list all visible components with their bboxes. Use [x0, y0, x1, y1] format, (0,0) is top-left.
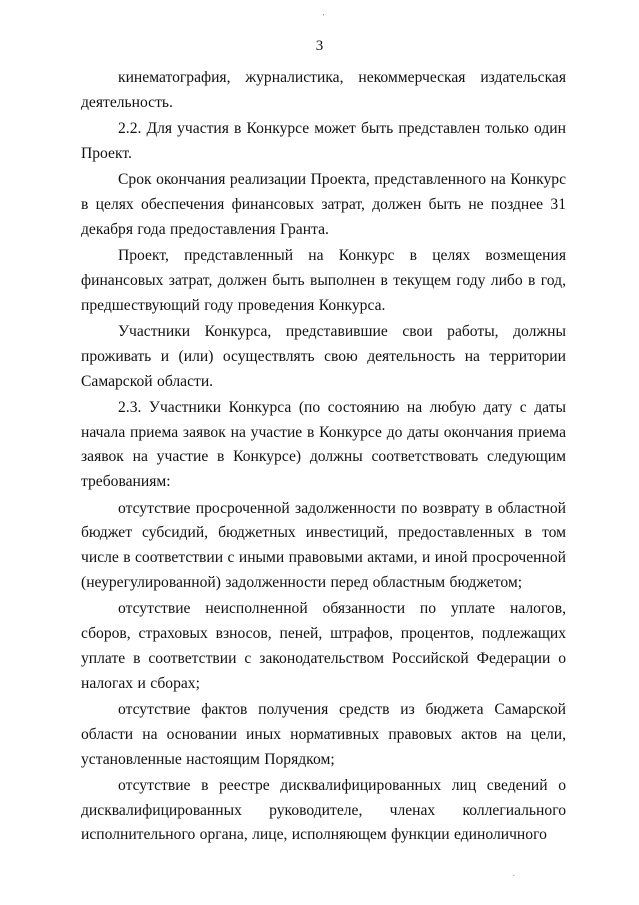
paragraph-project-execution: Проект, представленный на Конкурс в целях возмещения финансовых затрат, должен быть выполнен в текущем году либо в год, предшествующий году проведения Конкурса. — [81, 247, 566, 314]
document-body — [81, 66, 566, 850]
page-number: 3 — [315, 38, 324, 54]
paragraph-project-deadline: Срок окончания реализации Проекта, представленного на Конкурс в целях обеспечения финансовых затрат, должен быть не позднее 31 декабря года предоставления Гранта. — [81, 171, 566, 238]
paragraph-continuation: кинематография, журналистика, некоммерческая издательская деятельность. — [81, 69, 566, 111]
paragraph-requirement-debt: отсутствие просроченной задолженности по возврату в областной бюджет субсидий, бюджетных инвестиций, предоставленных в том числе в соответствии с иными правовыми актами, и иной просроченной (неурегулированной) задолженности перед областным бюджетом; — [81, 499, 566, 591]
scan-speck: . — [513, 870, 515, 878]
paragraph-requirement-funds: отсутствие фактов получения средств из бюджета Самарской области на основании иных нормативных правовых актов на цели, установленные настоящим Порядком; — [81, 700, 566, 768]
paragraph-requirement-registry: отсутствие в реестре дисквалифицированных лиц сведений о дисквалифицированных руководителе, членах коллегиального исполнительного органа, лице, исполняющем функции единоличного — [81, 776, 566, 844]
paragraph-requirement-taxes: отсутствие неисполненной обязанности по уплате налогов, сборов, страховых взносов, пеней, штрафов, процентов, подлежащих уплате в соответствии с законодательством Российской Федерации о налогах и сборах; — [81, 600, 566, 692]
paragraph-2-2: 2.2. Для участия в Конкурсе может быть представлен только один Проект. — [81, 120, 566, 162]
paragraph-participants-residence: Участники Конкурса, представившие свои работы, должны проживать и (или) осуществлять свою деятельность на территории Самарской области. — [81, 322, 566, 390]
paragraph-2-3: 2.3. Участники Конкурса (по состоянию на любую дату с даты начала приема заявок на участие в Конкурсе до даты окончания приема заявок на участие в Конкурсе) должны соответствовать следующим требованиям: — [81, 398, 566, 491]
scan-speck: ' — [323, 13, 325, 21]
